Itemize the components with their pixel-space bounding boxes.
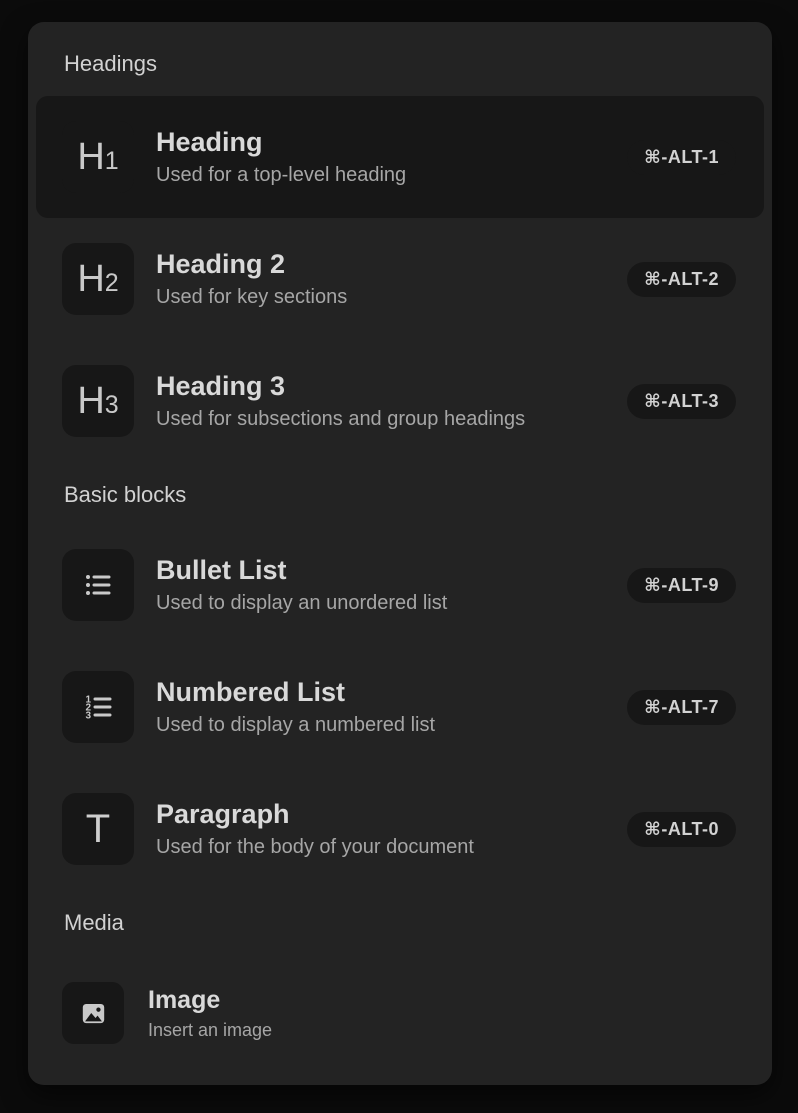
item-description: Used to display an unordered list: [156, 592, 448, 614]
item-description: Insert an image: [148, 1019, 273, 1040]
shortcut-badge: ⌘-ALT-7: [627, 690, 736, 725]
item-description: Used for a top-level heading: [156, 164, 407, 186]
heading-3-icon: H 3: [62, 365, 134, 437]
menu-item-numbered-list[interactable]: [36, 646, 764, 768]
menu-item-bullet-list[interactable]: [36, 524, 764, 646]
svg-text:3: 3: [85, 710, 91, 722]
shortcut-badge: ⌘-ALT-0: [627, 812, 736, 847]
item-title: Heading 3: [156, 371, 286, 401]
menu-item-heading-2[interactable]: [36, 218, 764, 340]
item-description: Used to display a numbered list: [156, 714, 436, 736]
heading-1-icon: H 1: [62, 121, 134, 193]
item-title: Bullet List: [156, 555, 287, 585]
image-icon: [62, 982, 124, 1044]
menu-item-heading-1[interactable]: [36, 96, 764, 218]
shortcut-badge: ⌘-ALT-9: [627, 568, 736, 603]
shortcut-badge: ⌘-ALT-3: [627, 384, 736, 419]
svg-text:2: 2: [85, 702, 91, 714]
menu-item-paragraph[interactable]: [36, 768, 764, 890]
section-header-headings: Headings: [64, 51, 157, 76]
item-title: Heading: [156, 127, 263, 157]
section-header-basic-blocks: Basic blocks: [64, 482, 187, 507]
shortcut-badge: ⌘-ALT-2: [627, 262, 736, 297]
section-header-media: Media: [64, 910, 124, 935]
item-description: Used for key sections: [156, 286, 348, 308]
item-description: Used for the body of your document: [156, 836, 474, 858]
item-title: Image: [148, 985, 221, 1014]
heading-2-icon: H 2: [62, 243, 134, 315]
paragraph-icon: T: [62, 793, 134, 865]
block-insert-menu: [28, 22, 772, 1085]
bullet-list-icon: [62, 549, 134, 621]
item-description: Used for subsections and group headings: [156, 408, 526, 430]
shortcut-badge: ⌘-ALT-1: [627, 140, 736, 175]
menu-item-image[interactable]: [36, 952, 764, 1074]
svg-text:1: 1: [85, 694, 91, 706]
item-title: Paragraph: [156, 799, 290, 829]
menu-item-heading-3[interactable]: [36, 340, 764, 462]
numbered-list-icon: [62, 671, 134, 743]
item-title: Numbered List: [156, 677, 346, 707]
item-title: Heading 2: [156, 249, 286, 279]
